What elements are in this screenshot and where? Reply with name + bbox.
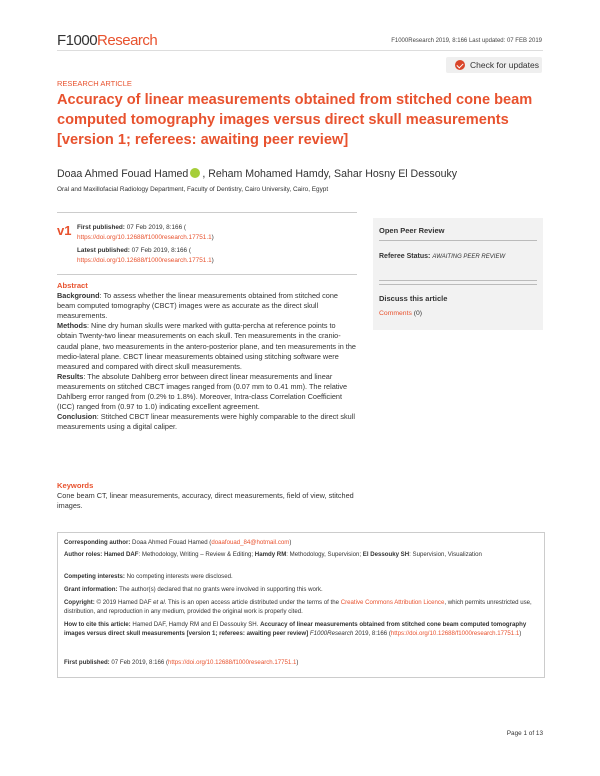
latest-published-label: Latest published: — [77, 247, 130, 254]
first-published-text: 07 Feb 2019, 8:166 ( — [109, 659, 168, 666]
first-published-doi-link[interactable]: https://doi.org/10.12688/f1000research.17751.1 — [167, 659, 297, 666]
orcid-icon[interactable] — [190, 168, 200, 178]
latest-published-date: 07 Feb 2019, 8:166 ( — [129, 247, 192, 254]
divider — [379, 280, 537, 281]
paren-close: ) — [289, 539, 292, 546]
referee-status — [379, 250, 539, 264]
cite-journal: F1000Research — [308, 629, 354, 637]
role-author: Hamdy RM — [254, 551, 287, 558]
logo-brand: Research — [97, 32, 158, 49]
corresponding-author — [64, 539, 538, 548]
roles-label: Author roles: — [64, 551, 103, 558]
competing-interests — [64, 573, 538, 582]
copyright-text: , which permits unrestricted use, distribution, and reproduction in any medium, provided the original work is properly cited. — [64, 599, 532, 615]
first-published-doi-link[interactable]: https://doi.org/10.12688/f1000research.17751.1 — [77, 234, 212, 241]
cc-license-link[interactable]: Creative Commons Attribution Licence — [340, 599, 445, 606]
corr-label: Corresponding author: — [64, 539, 131, 546]
paren-close: ) — [211, 234, 214, 241]
divider — [57, 212, 357, 213]
article-title: Accuracy of linear measurements obtained from stitched cone beam computed tomography images versus direct skull measurements [version 1; referees: awaiting peer review] — [57, 92, 533, 148]
abstract-methods — [57, 321, 357, 371]
divider — [379, 240, 537, 241]
check-updates-label: Check for updates — [470, 60, 539, 70]
paren-close: ) — [519, 629, 522, 637]
background-text: : To assess whether the linear measurements obtained from stitched cone beam computed tomography (CBCT) images were as accurate as the direct skull measurements. — [57, 291, 338, 321]
paren-close: ) — [296, 659, 299, 666]
background-label: Background — [57, 291, 100, 301]
first-published-date: 07 Feb 2019, 8:166 ( — [124, 224, 187, 231]
keywords-section — [57, 481, 357, 511]
grant-information — [64, 586, 538, 595]
cite-text: 2019, 8:166 ( — [353, 629, 391, 637]
competing-label: Competing interests: — [64, 573, 125, 580]
cite-title: Accuracy of linear measurements obtained from stitched cone beam computed tomography images versus direct skull measurements [version 1; referees: awaiting peer review] — [64, 621, 527, 637]
grant-text: The author(s) declared that no grants were involved in supporting this work. — [117, 586, 323, 593]
article-info-box — [57, 532, 545, 678]
methods-text: : Nine dry human skulls were marked with gutta-percha at reference points to obtain Twenty-two linear measurements on each skull. Ten measurements in the cranio-caudal plane, two measurements in the antero-posterior plane, and ten measurements in the medio-lateral plane. CBCT linear measurements obtained using stitching software were measured and compared with direct skull measurements. — [57, 321, 356, 371]
role-author: El Dessouky SH — [362, 551, 410, 558]
competing-text: No competing interests were disclosed. — [124, 573, 233, 580]
copyright-label: Copyright: — [64, 599, 95, 606]
abstract-heading: Abstract — [57, 281, 88, 290]
role-text: : Methodology, Writing – Review & Editing; — [138, 551, 255, 558]
divider — [379, 284, 537, 285]
abstract-conclusion — [57, 412, 357, 432]
cite-label: How to cite this article: — [64, 621, 131, 628]
role-text: : Supervision, Visualization — [409, 551, 482, 558]
results-text: : The absolute Dahlberg error between direct linear measurements and linear measurements on stitched CBCT images ranged from (0.07 mm to 0.41 mm). The relative Dahlberg error ranged from (0.2% to 1.8%). Moreover, Intra-class Correlation Coefficient (ICC) ranged from (0.97 to 1.0) indicating excellent agreement. — [57, 371, 348, 412]
comments-row — [379, 310, 422, 317]
et-al: et al — [153, 599, 165, 606]
version-label: v1 — [57, 223, 72, 238]
cite-text: Hamed DAF, Hamdy RM and El Dessouky SH. — [130, 621, 261, 628]
latest-published-doi-link[interactable]: https://doi.org/10.12688/f1000research.17751.1 — [77, 257, 212, 264]
keywords-heading: Keywords — [57, 481, 94, 490]
check-for-updates-button[interactable] — [446, 57, 542, 73]
conclusion-text: : Stitched CBCT linear measurements were highly comparable to the direct skull measurements using a digital caliper. — [57, 412, 355, 432]
author-roles — [64, 551, 538, 560]
results-label: Results — [57, 371, 84, 381]
comments-link[interactable]: Comments — [379, 310, 412, 317]
header-citation: F1000Research 2019, 8:166 Last updated: 07 FEB 2019 — [391, 38, 542, 44]
paren-close: ) — [211, 257, 214, 264]
abstract-section — [57, 281, 357, 432]
role-author: Hamed DAF — [102, 551, 139, 558]
copyright-text: . This is an open access article distributed under the terms of the — [164, 599, 341, 606]
copyright — [64, 599, 538, 617]
comments-count: (0) — [411, 310, 423, 317]
page-number: Page 1 of 13 — [506, 730, 543, 737]
keywords-text: Cone beam CT, linear measurements, accuracy, direct measurements, field of view, stitched images. — [57, 491, 354, 511]
role-text: : Methodology, Supervision; — [286, 551, 363, 558]
logo-prefix: F1000 — [57, 32, 98, 49]
author-list — [57, 168, 457, 180]
referee-status-value: AWAITING PEER REVIEW — [432, 254, 506, 260]
first-published-label: First published: — [64, 659, 110, 666]
grant-label: Grant information: — [64, 586, 118, 593]
header-divider — [57, 50, 543, 51]
author-list-rest[interactable]: , Reham Mohamed Hamdy, Sahar Hosny El Dessouky — [202, 168, 458, 180]
how-to-cite — [64, 621, 538, 639]
copyright-text: © 2019 Hamed DAF — [94, 599, 154, 606]
open-peer-review-heading: Open Peer Review — [379, 226, 445, 235]
divider — [57, 274, 357, 275]
methods-label: Methods — [57, 321, 87, 331]
latest-published — [77, 246, 214, 266]
first-published — [77, 223, 214, 243]
affiliation: Oral and Maxillofacial Radiology Department, Faculty of Dentistry, Cairo University, Cairo, Egypt — [57, 186, 329, 193]
abstract-background — [57, 291, 357, 321]
f1000research-logo[interactable] — [57, 32, 157, 49]
conclusion-label: Conclusion — [57, 412, 97, 422]
corr-text: Doaa Ahmed Fouad Hamed ( — [130, 539, 212, 546]
article-type: RESEARCH ARTICLE — [57, 79, 132, 88]
first-published-label: First published: — [77, 224, 125, 231]
discuss-heading: Discuss this article — [379, 294, 448, 303]
author-link[interactable]: Doaa Ahmed Fouad Hamed — [57, 168, 189, 180]
corr-email-link[interactable]: doaafouad_84@hotmail.com — [211, 539, 290, 546]
referee-status-label: Referee Status: — [379, 253, 431, 260]
open-peer-review-box — [373, 218, 543, 330]
first-published-info — [64, 659, 538, 668]
check-updates-icon — [455, 60, 465, 70]
abstract-results — [57, 372, 357, 412]
cite-doi-link[interactable]: https://doi.org/10.12688/f1000research.17751.1 — [390, 629, 520, 637]
